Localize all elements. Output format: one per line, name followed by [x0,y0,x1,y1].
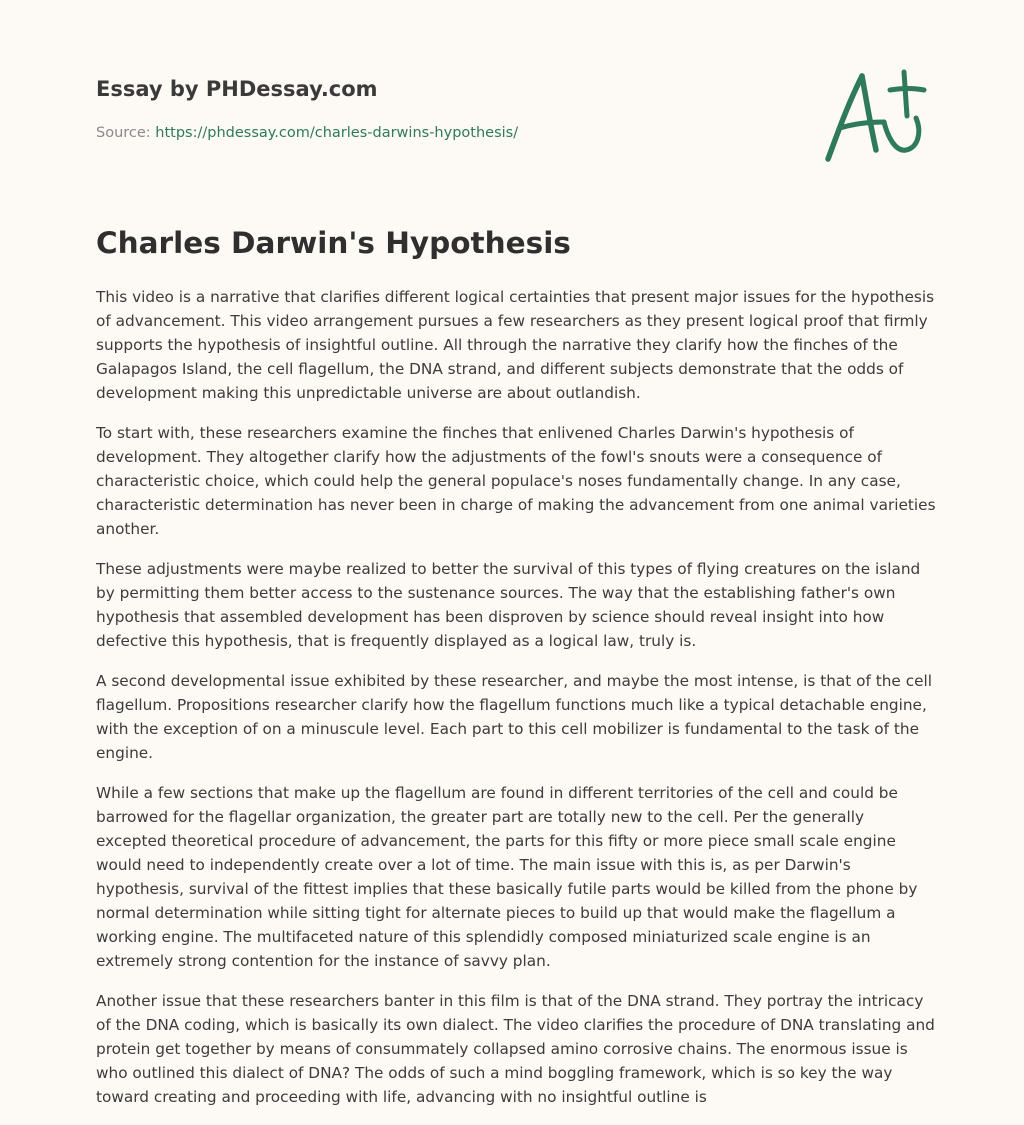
logo-crossbar [840,122,884,128]
essay-title: Charles Darwin's Hypothesis [96,226,571,260]
logo-curl [884,118,919,150]
source-label: Source: [96,125,156,141]
source-link[interactable]: https://phdessay.com/charles-darwins-hypothesis/ [155,125,519,141]
a-plus-logo [818,68,930,166]
logo-stroke-left [828,76,862,159]
site-brand: Essay by PHDessay.com [96,77,378,101]
essay-paragraph: A second developmental issue exhibited by these researcher, and maybe the most intense, is that of the cell flagellum. Propositions researcher clarify how the flagellum functions much like a typical detachable engine, with the exception of on a minuscule level. Each part to this cell mobilizer is fundamental to the task of the engine. [96,672,933,762]
logo-plus-vertical [904,72,907,116]
essay-paragraph: While a few sections that make up the flagellum are found in different territories of the cell and could be barrowed for the flagellar organization, the greater part are totally new to the cell. Per the generally excepted theoretical procedure of advancement, the parts for this fifty or more piece small scale engine would need to independently create over a lot of time. The main issue with this is, as per Darwin's hypothesis, survival of the fittest implies that these basically futile parts would be killed from the phone by normal determination while sitting tight for alternate pieces to build up that would make the flagellum a working engine. The multifaceted nature of this splendidly composed miniaturized scale engine is an extremely strong contention for the instance of savvy plan. [96,784,918,970]
essay-paragraph: Another issue that these researchers banter in this film is that of the DNA strand. They portray the intricacy of the DNA coding, which is basically its own dialect. The video clarifies the procedure of DNA translating and protein get together by means of consummately collapsed amino corrosive chains. The enormous issue is who outlined this dialect of DNA? The odds of such a mind boggling framework, which is so key the way toward creating and proceeding with life, advancing with no insightful outline is [96,992,935,1106]
essay-paragraph: These adjustments were maybe realized to better the survival of this types of flying creatures on the island by permitting them better access to the sustenance sources. The way that the establishing father's own hypothesis that assembled development has been disproven by science should reveal insight into how defective this hypothesis, that is frequently displayed as a logical law, truly is. [96,560,921,650]
source-line [96,124,518,143]
essay-paragraph: This video is a narrative that clarifies different logical certainties that present major issues for the hypothesis of advancement. This video arrangement pursues a few researchers as they present logical proof that firmly supports the hypothesis of insightful outline. All through the narrative they clarify how the finches of the Galapagos Island, the cell flagellum, the DNA strand, and different subjects demonstrate that the odds of development making this unpredictable universe are about outlandish. [96,288,935,402]
logo-plus-horizontal [890,89,924,91]
logo-stroke-right [862,76,876,150]
essay-body [96,285,936,1125]
essay-paragraph: To start with, these researchers examine the finches that enlivened Charles Darwin's hypothesis of development. They altogether clarify how the adjustments of the fowl's snouts were a consequence of characteristic choice, which could help the general populace's noses fundamentally change. In any case, characteristic determination has never been in charge of making the advancement from one animal varieties another. [96,424,936,538]
